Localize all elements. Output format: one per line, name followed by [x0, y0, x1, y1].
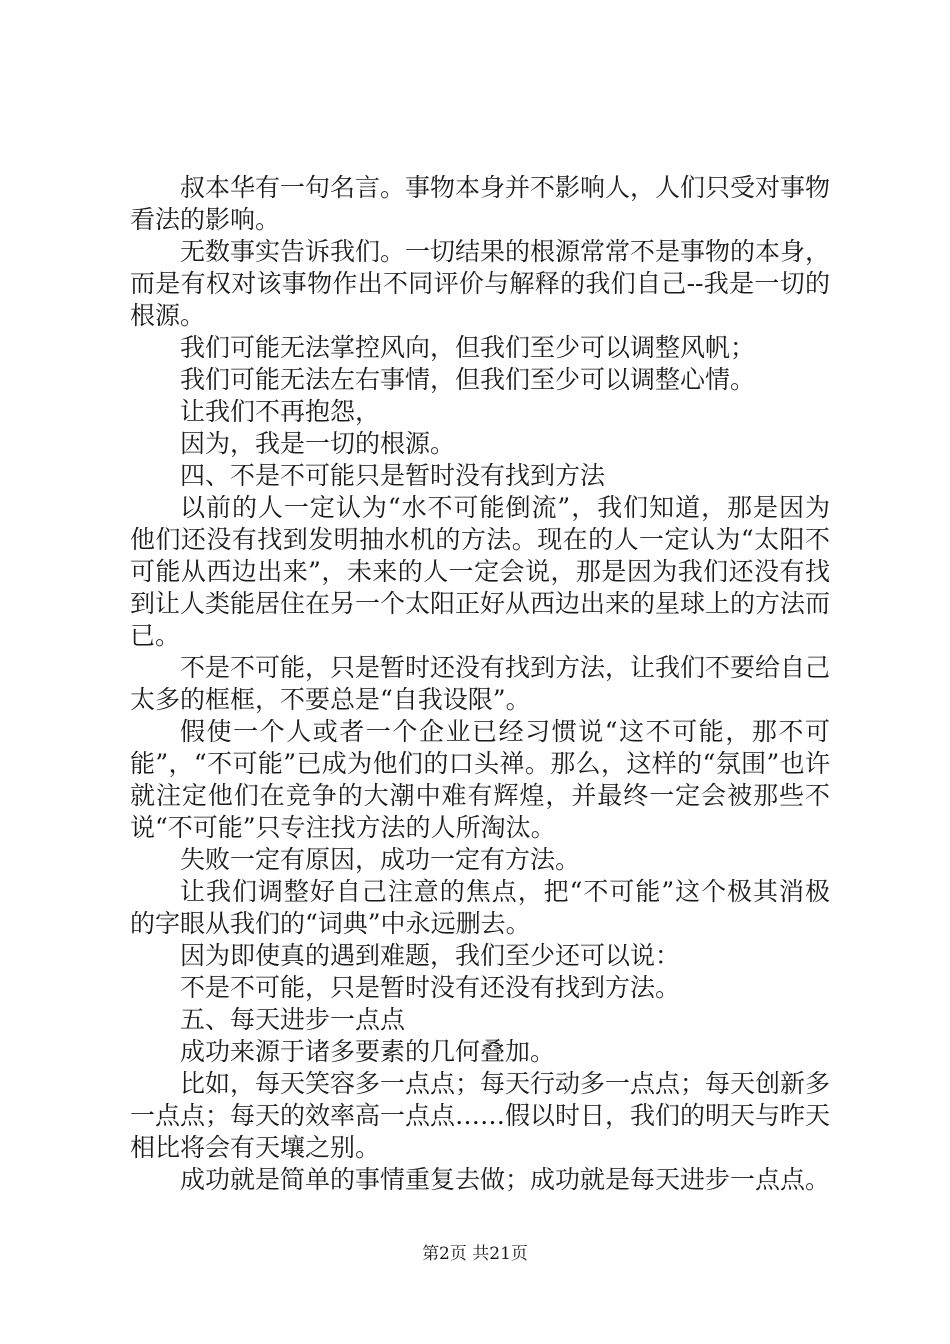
- paragraph-adjust-mood: 我们可能无法左右事情，但我们至少可以调整心情。: [180, 365, 756, 394]
- section-heading-4: 四、不是不可能只是暂时没有找到方法: [180, 461, 606, 490]
- paragraph-no-complaint: 让我们不再抱怨，: [180, 397, 381, 426]
- paragraph-success-source: 成功来源于诸多要素的几何叠加。: [180, 1037, 556, 1066]
- page-number-footer: 第2页 共21页: [422, 1244, 528, 1264]
- paragraph-impossible-habit: 假使一个人或者一个企业已经习惯说“这不可能，那不可能”，“不可能”已成为他们的口头禅。那么，这样的“氛围”也许就注定他们在竞争的大潮中难有辉煌，并最终一定会被那些不说“不可能”只专注找方法的人所淘汰。: [130, 717, 830, 842]
- paragraph-facing-difficulty: 因为即使真的遇到难题，我们至少还可以说：: [180, 941, 681, 970]
- paragraph-failure-success: 失败一定有原因，成功一定有方法。: [180, 845, 581, 874]
- document-body: [130, 172, 830, 1196]
- paragraph-adjust-sail: 我们可能无法掌控风向，但我们至少可以调整风帆；: [180, 333, 756, 362]
- section-heading-5: 五、每天进步一点点: [180, 1005, 406, 1034]
- paragraph-schopenhauer-quote: 叔本华有一句名言。事物本身并不影响人，人们只受对事物看法的影响。: [130, 173, 831, 234]
- paragraph-i-am-root: 因为，我是一切的根源。: [180, 429, 456, 458]
- paragraph-adjust-focus: 让我们调整好自己注意的焦点，把“不可能”这个极其消极的字眼从我们的“词典”中永远删去。: [130, 877, 830, 938]
- paragraph-daily-progress: 比如，每天笑容多一点点；每天行动多一点点；每天创新多一点点；每天的效率高一点点……假以时日，我们的明天与昨天相比将会有天壤之别。: [130, 1069, 831, 1162]
- paragraph-root-cause: 无数事实告诉我们。一切结果的根源常常不是事物的本身，而是有权对该事物作出不同评价与解释的我们自己--我是一切的根源。: [130, 237, 831, 330]
- paragraph-not-impossible: 不是不可能，只是暂时没有还没有找到方法。: [180, 973, 681, 1002]
- paragraph-water-flow: 以前的人一定认为“水不可能倒流”，我们知道，那是因为他们还没有找到发明抽水机的方法。现在的人一定认为“太阳不可能从西边出来”，未来的人一定会说，那是因为我们还没有找到让人类能居住在另一个太阳正好从西边出来的星球上的方法而已。: [130, 493, 831, 650]
- paragraph-no-limits: 不是不可能，只是暂时还没有找到方法，让我们不要给自己太多的框框，不要总是“自我设限”。: [130, 653, 831, 714]
- paragraph-success-definition: 成功就是简单的事情重复去做；成功就是每天进步一点点。: [180, 1165, 831, 1194]
